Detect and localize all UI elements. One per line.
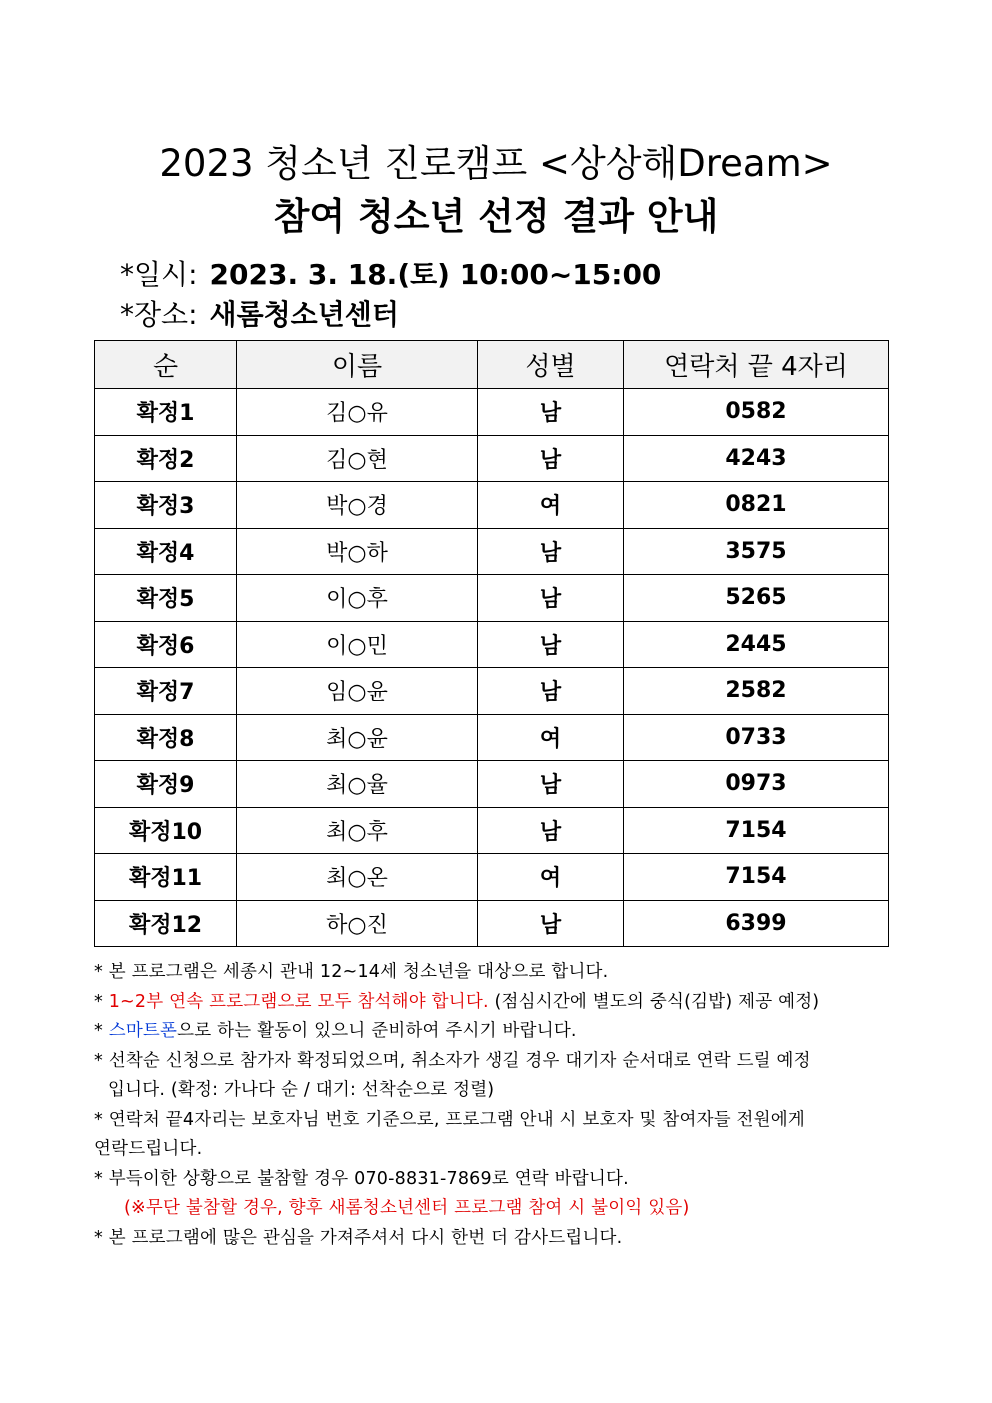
row-gender: 남 <box>478 528 624 575</box>
note-warning: (※무단 불참할 경우, 향후 새롬청소년센터 프로그램 참여 시 불이익 있음) <box>124 1198 690 1218</box>
table-row <box>95 668 889 715</box>
table-row <box>95 389 889 436</box>
table-row <box>95 575 889 622</box>
row-order: 확정1 <box>95 389 237 436</box>
row-order: 확정3 <box>95 482 237 529</box>
row-name: 이○민 <box>237 621 478 668</box>
header-order: 순 <box>95 341 237 389</box>
row-gender: 남 <box>478 900 624 947</box>
row-contact: 2582 <box>624 668 889 715</box>
row-contact: 7154 <box>624 854 889 901</box>
date-value: 2023. 3. 18.(토) 10:00~15:00 <box>209 258 662 291</box>
participant-table <box>94 340 889 947</box>
note-item: * 본 프로그램은 세종시 관내 12~14세 청소년을 대상으로 합니다. <box>94 962 609 982</box>
row-name: 김○현 <box>237 435 478 482</box>
row-contact: 0733 <box>624 714 889 761</box>
row-name: 최○후 <box>237 807 478 854</box>
row-gender: 남 <box>478 575 624 622</box>
row-contact: 2445 <box>624 621 889 668</box>
row-gender: 남 <box>478 621 624 668</box>
row-order: 확정4 <box>95 528 237 575</box>
note-item: * 스마트폰으로 하는 활동이 있으니 준비하여 주시기 바랍니다. <box>94 1021 577 1041</box>
row-order: 확정5 <box>95 575 237 622</box>
place-value: 새롬청소년센터 <box>209 298 399 331</box>
row-order: 확정9 <box>95 761 237 808</box>
row-gender: 여 <box>478 714 624 761</box>
row-order: 확정11 <box>95 854 237 901</box>
notes-section <box>94 958 900 1253</box>
row-gender: 여 <box>478 854 624 901</box>
note-highlight-red: 1~2부 연속 프로그램으로 모두 참석해야 합니다. <box>108 991 489 1012</box>
row-name: 김○유 <box>237 389 478 436</box>
note-item: * 연락처 끝4자리는 보호자님 번호 기준으로, 프로그램 안내 시 보호자 및 참여자들 전원에게 <box>94 1109 805 1130</box>
header-name: 이름 <box>237 341 478 389</box>
row-name: 박○경 <box>237 482 478 529</box>
row-name: 최○온 <box>237 854 478 901</box>
page-subtitle: 참여 청소년 선정 결과 안내 <box>273 195 719 238</box>
table-row <box>95 807 889 854</box>
row-order: 확정8 <box>95 714 237 761</box>
table-row <box>95 714 889 761</box>
row-name: 박○하 <box>237 528 478 575</box>
row-contact: 0821 <box>624 482 889 529</box>
row-gender: 남 <box>478 807 624 854</box>
row-contact: 7154 <box>624 807 889 854</box>
page-title: 2023 청소년 진로캠프 <상상해Dream> <box>159 142 833 185</box>
row-name: 최○윤 <box>237 714 478 761</box>
row-contact: 3575 <box>624 528 889 575</box>
row-order: 확정7 <box>95 668 237 715</box>
row-contact: 5265 <box>624 575 889 622</box>
row-order: 확정2 <box>95 435 237 482</box>
row-gender: 여 <box>478 482 624 529</box>
row-contact: 6399 <box>624 900 889 947</box>
table-row <box>95 528 889 575</box>
note-item-cont: 연락드립니다. <box>94 1139 203 1159</box>
row-name: 최○율 <box>237 761 478 808</box>
row-name: 임○윤 <box>237 668 478 715</box>
row-gender: 남 <box>478 761 624 808</box>
note-item: * 1~2부 연속 프로그램으로 모두 참석해야 합니다. (점심시간에 별도의 중식(김밥) 제공 예정) <box>94 991 820 1012</box>
table-row <box>95 621 889 668</box>
header-gender: 성별 <box>478 341 624 389</box>
row-order: 확정6 <box>95 621 237 668</box>
row-contact: 0582 <box>624 389 889 436</box>
table-row <box>95 482 889 529</box>
note-item: * 본 프로그램에 많은 관심을 가져주셔서 다시 한번 더 감사드립니다. <box>94 1227 623 1248</box>
row-name: 하○진 <box>237 900 478 947</box>
row-gender: 남 <box>478 668 624 715</box>
header-contact: 연락처 끝 4자리 <box>624 341 889 389</box>
table-row <box>95 761 889 808</box>
row-name: 이○후 <box>237 575 478 622</box>
table-row <box>95 435 889 482</box>
row-contact: 0973 <box>624 761 889 808</box>
place-label: *장소: <box>120 298 198 331</box>
row-gender: 남 <box>478 389 624 436</box>
event-date <box>120 258 661 292</box>
note-item-cont: 입니다. (확정: 가나다 순 / 대기: 선착순으로 정렬) <box>108 1080 495 1100</box>
table-row <box>95 900 889 947</box>
date-label: *일시: <box>120 258 198 291</box>
row-contact: 4243 <box>624 435 889 482</box>
note-item: * 선착순 신청으로 참가자 확정되었으며, 취소자가 생길 경우 대기자 순서대로 연락 드릴 예정 <box>94 1050 811 1071</box>
note-highlight-blue: 스마트폰 <box>108 1021 178 1041</box>
row-order: 확정10 <box>95 807 237 854</box>
table-row <box>95 854 889 901</box>
row-order: 확정12 <box>95 900 237 947</box>
row-gender: 남 <box>478 435 624 482</box>
event-place <box>120 298 399 332</box>
table-header-row <box>95 341 889 389</box>
note-item: * 부득이한 상황으로 불참할 경우 070-8831-7869로 연락 바랍니다. <box>94 1168 629 1189</box>
